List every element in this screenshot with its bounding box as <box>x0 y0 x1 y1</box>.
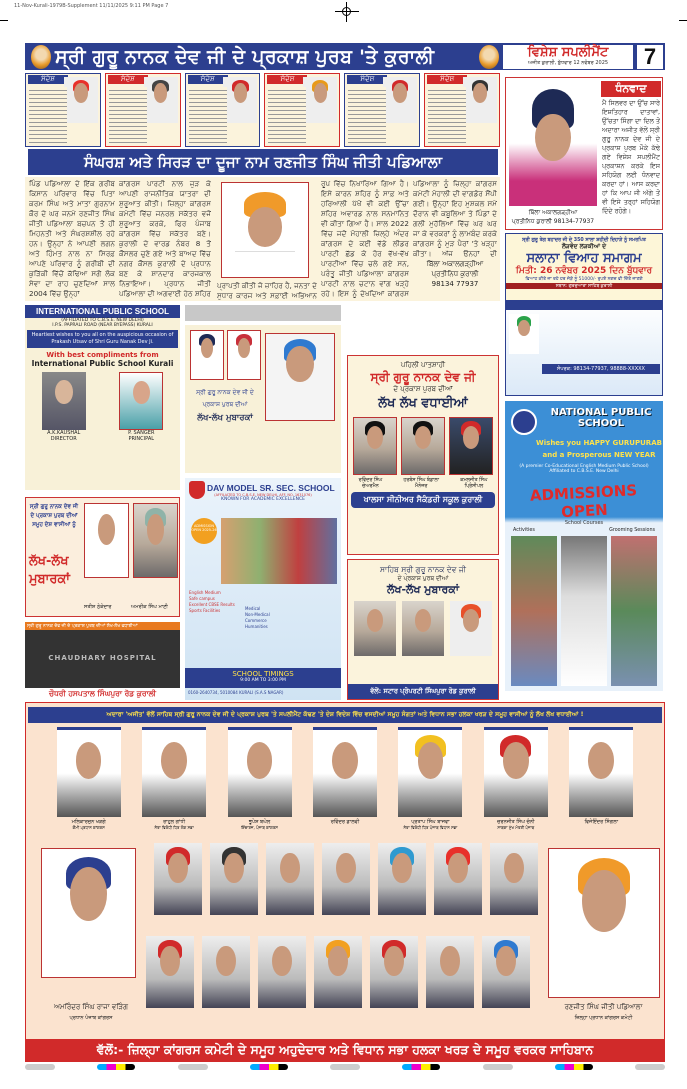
felicitation-name: ਅਮਰੀਕ ਸਿੰਘ ਮਾਣੀ <box>131 604 168 610</box>
right-leader-name: ਰਣਜੀਤ ਸਿੰਘ ਜੀਤੀ ਪਡਿਆਲਾ <box>564 1003 643 1011</box>
khalsa-person-name: ਕਮਲਜੀਤ ਸਿੰਘ <box>460 478 488 483</box>
leader-photo <box>57 727 121 817</box>
ips-person-name: P. SANGER <box>128 430 155 436</box>
star-line-1: ਸਾਹਿਬ ਸ੍ਰੀ ਗੁਰੂ ਨਾਨਕ ਦੇਵ ਜੀ <box>380 565 466 574</box>
dav-streams <box>245 606 270 630</box>
worker-photo <box>426 936 474 1008</box>
felicitation-photo <box>84 503 129 578</box>
supplement-box <box>503 45 633 69</box>
thanks-box <box>505 77 663 230</box>
hospital-ad <box>25 622 180 700</box>
khalsa-person-role: ਮੈਨੇਜਰ <box>415 484 428 489</box>
khalsa-line-2: ਸ੍ਰੀ ਗੁਰੂ ਨਾਨਕ ਦੇਵ ਜੀ <box>370 370 476 384</box>
admissions-open: ADMISSIONS OPEN <box>529 481 638 522</box>
message-photo <box>223 77 257 123</box>
message-label: ਸੰਦੇਸ਼ <box>108 75 148 84</box>
cmyk-swatch <box>555 1064 593 1070</box>
marriage-contact: ਸੰਪਰਕ: 98134-77937, 98888-XXXXX <box>542 364 660 374</box>
message-photo <box>303 77 337 123</box>
message-box <box>25 73 101 147</box>
article-col-3: ਪ੍ਰਾਪਤੀ ਕੀਤੀ ਜੋ ਜ਼ਾਹਿਰ ਹੈ, ਜਨਤਾ ਦੇ ਸੁਧਾਰ ਕਾਰਜ ਅਤੇ ਸਫ਼ਾਈ ਅਭਿਆਨ <box>217 281 317 300</box>
worker-photo <box>378 843 426 915</box>
khalsa-ad <box>347 355 499 555</box>
khalsa-footer: ਖਾਲਸਾ ਸੀਨੀਅਰ ਸੈਕੰਡਰੀ ਸਕੂਲ ਕੁਰਾਲੀ <box>351 492 495 508</box>
grey-swatch <box>178 1064 208 1070</box>
marriage-date: ਮਿਤੀ: 26 ਨਵੰਬਰ 2025 ਦਿਨ ਬੁੱਧਵਾਰ <box>515 266 653 276</box>
cmyk-swatch <box>97 1064 135 1070</box>
article-headline: ਸੰਘਰਸ਼ ਅਤੇ ਸਿਰੜ ਦਾ ਦੂਜਾ ਨਾਮ ਰਣਜੀਤ ਸਿੰਘ ਜੀਤੀ ਪਡਿਆਲਾ <box>28 149 498 175</box>
dav-feature: English Medium <box>189 590 221 595</box>
cmyk-swatch <box>250 1064 288 1070</box>
message-box <box>344 73 420 147</box>
left-leader <box>31 1003 151 1021</box>
grey-swatch <box>330 1064 360 1070</box>
leader-name: ਚਰਨਜੀਤ ਸਿੰਘ ਚੰਨੀ <box>497 819 535 825</box>
felicitation-line: ਸ੍ਰੀ ਗੁਰੂ ਨਾਨਕ ਦੇਵ ਜੀ ਦੇ ਪ੍ਰਕਾਸ਼ ਪੁਰਬ ਦੀਆਂ ਸਮੂਹ ਦੇਸ਼ ਵਾਸੀਆਂ ਨੂੰ <box>29 504 79 528</box>
worker-photo <box>322 843 370 915</box>
leader-role: ਕੌਮੀ ਪ੍ਰਧਾਨ ਕਾਂਗਰਸ <box>72 825 105 830</box>
leader-card <box>484 727 548 830</box>
worker-photo <box>202 936 250 1008</box>
dav-tagline: KNOWN FOR ACADEMIC EXCELLENCE <box>221 497 305 502</box>
dav-feature: Excellent CBSE Results <box>189 602 235 607</box>
star-photo <box>354 601 396 656</box>
star-photo <box>402 601 444 656</box>
star-property-ad <box>347 559 499 700</box>
leader-photo <box>398 727 462 817</box>
khalsa-person-role: ਚੇਅਰਮੈਨ <box>362 484 379 489</box>
center-greeting <box>185 325 341 473</box>
worker-photo <box>490 843 538 915</box>
national-affiliation: (A premier Co-Educational English Medium Public School) Affiliated to C.B.S.E. New Delhi <box>519 464 649 474</box>
leader-name: ਰਾਹੁਲ ਗਾਂਧੀ <box>163 819 186 825</box>
article-col-5-wrap <box>413 179 497 299</box>
felicitation-big: ਲੱਖ-ਲੱਖ ਮੁਬਾਰਕਾਂ <box>29 554 70 587</box>
ips-address: I.P.S. PAPRALI ROAD (NEAR BYEPASS) KURALI <box>52 323 153 328</box>
worker-photo <box>146 936 194 1008</box>
message-label: ਸੰਦੇਸ਼ <box>28 75 68 84</box>
dav-feature: Sports Facilities <box>189 608 221 613</box>
star-big: ਲੱਖ-ਲੱਖ ਮੁਬਾਰਕਾਂ <box>387 583 459 596</box>
leader-card <box>313 727 377 830</box>
ips-person-name: A.K.KAUSHAL <box>47 430 81 436</box>
ips-wishes: Heartiest wishes to you all on the auspicious occasion of Prakash Utsav of Shri Guru Nanak Dev Ji. <box>27 330 178 348</box>
leader-card <box>57 727 121 830</box>
registration-mark <box>335 2 359 22</box>
supplement-date: ਅਜੀਤ ਕੁਰਾਲੀ, ਬੁੱਧਵਾਰ 12 ਨਵੰਬਰ 2025 <box>527 59 609 66</box>
greeting-big: ਲੱਖ-ਲੱਖ ਮੁਬਾਰਕਾਂ <box>197 413 253 423</box>
leader-photo <box>569 727 633 817</box>
message-label: ਸੰਦੇਸ਼ <box>347 75 387 84</box>
hospital-footer: ਚੌਧਰੀ ਹਸਪਤਾਲ ਸਿੰਘਪੁਰਾ ਰੋਡ ਕੁਰਾਲੀ <box>25 688 180 700</box>
leader-name: ਪ੍ਰਤਾਪ ਸਿੰਘ ਬਾਜਵਾ <box>411 819 450 825</box>
khalsa-photo <box>449 417 493 475</box>
article-col-2: ਕਾਂਗਰਸ ਪਾਰਟੀ ਨਾਲ ਜੁੜ ਕੇ ਆਪਣੀ ਰਾਜਨੀਤਿਕ ਯਾਤਰਾ ਦੀ ਸ਼ੁਰੂਆਤ ਕੀਤੀ। ਜ਼ਿਲ੍ਹਾ ਕਾਂਗਰਸ ਕਮੇਟੀ ਵਿੱਚ ਜਨਰਲ ਸਕੱਤਰ ਵਜੋਂ ਸ਼ੁਰੂਆਤ ਕਰਕੇ, ਫਿਰ ਪੰਜਾਬ ਕਾਂਗਰਸ ਵਿੱਚ ਸਕੱਤਰ ਬਣੇ। ਕੁਰਾਲੀ ਦੇ ਵਾਰਡ ਨੰਬਰ 8 ਤੋਂ ਕੌਂਸਲਰ ਚੁਣੇ ਗਏ ਅਤੇ ਬਾਅਦ ਵਿੱਚ ਨਗਰ ਕੌਂਸਲ ਕੁਰਾਲੀ ਦੇ ਪ੍ਰਧਾਨ ਬਣ ਕੇ ਸ਼ਾਨਦਾਰ ਕਾਰਜਕਾਲ ਨਿਭਾਇਆ। ਪ੍ਰਧਾਨ ਜੀਤੀ ਪਡਿਆਲਾ ਦੀ ਅਗਵਾਈ ਹੇਠ ਸ਼ਹਿਰ <box>119 179 211 298</box>
right-leader <box>541 1003 666 1021</box>
worker-photo <box>482 936 530 1008</box>
leader-name: ਰਵਿੰਦਰ ਡਾਲਵੀ <box>330 819 360 825</box>
ips-ad <box>25 305 180 490</box>
ips-person <box>119 372 163 442</box>
leader-name: ਭੂਪੇਸ਼ ਬਘੇਲ <box>248 819 271 825</box>
national-wish-1: Wishes you HAPPY GURUPURAB <box>536 439 662 447</box>
left-leader-photo <box>41 848 136 978</box>
leader-photo <box>228 727 292 817</box>
page-number: 7 <box>637 45 663 69</box>
dav-stream: Humanities <box>245 624 268 629</box>
ips-person <box>42 372 86 442</box>
dav-session-badge: ADMISSION OPEN 2025-26 <box>191 518 217 544</box>
hospital-sign: CHAUDHARY HOSPITAL <box>48 654 157 662</box>
leader-role: ਸਾਬਕਾ ਮੁੱਖ ਮੰਤਰੀ ਪੰਜਾਬ <box>497 825 535 830</box>
contact-photo <box>509 314 539 354</box>
dav-feature: Safe campus <box>189 596 215 601</box>
article-photo <box>221 182 309 278</box>
separator-bar <box>185 305 341 321</box>
ips-from: International Public School Kurali <box>31 359 174 368</box>
national-school-name: NATIONAL PUBLIC SCHOOL <box>550 407 652 429</box>
activities-label: Activities <box>513 528 535 533</box>
star-line-2: ਦੇ ਪ੍ਰਕਾਸ਼ ਪੁਰਬ ਦੀਆਂ <box>397 575 449 582</box>
greeting-line-2: ਪ੍ਰਕਾਸ਼ ਪੁਰਬ ਦੀਆਂ <box>202 401 248 408</box>
leaders-row <box>26 727 664 830</box>
message-row <box>25 73 500 147</box>
ips-person-photo <box>42 372 86 430</box>
message-text <box>29 87 67 143</box>
message-text <box>109 87 147 143</box>
ips-affiliation: (AFFILIATED TO C.B.S.E. NEW DELHI) <box>61 318 144 323</box>
right-leader-role: ਜ਼ਿਲ੍ਹਾ ਪ੍ਰਧਾਨ ਕਾਂਗਰਸ ਕਮੇਟੀ <box>574 1015 633 1021</box>
message-photo <box>144 77 178 123</box>
worker-photo <box>266 843 314 915</box>
workers-grid <box>146 843 541 1023</box>
article-col-5: ਪਡਿਆਲਾ ਨੂੰ ਜ਼ਿਲ੍ਹਾ ਕਾਂਗਰਸ ਕਮੇਟੀ ਮੋਹਾਲੀ ਦੀ ਵਾਗਡੋਰ ਸੌਂਪੀ ਗਈ। ਉਨ੍ਹਾਂ ਇਹ ਮੁਸ਼ਕਲ ਸਮੇਂ ਦੌਰਾਨ ਵੀ ਕਬੂਲਿਆ ਤੇ ਪਿੰਡਾਂ ਦੇ ਗਲੀ ਮੁਹੱਲਿਆਂ ਵਿੱਚ ਘਰ ਘਰ ਜਾ ਕੇ ਵਰਕਰਾਂ ਨੂੰ ਲਾਮਬੰਦ ਕਰਕੇ ਕਾਂਗਰਸ ਨੂੰ ਮੁੜ ਪੈਰਾਂ 'ਤੇ ਖੜ੍ਹਾ ਕੀਤਾ। ਅੱਜ ਉਨ੍ਹਾਂ ਦੀ <box>413 179 497 257</box>
leader-photo <box>313 727 377 817</box>
dav-stream: Non-Medical <box>245 612 270 617</box>
greeting-photo <box>190 330 224 380</box>
felicitation-photo <box>133 503 178 578</box>
message-text <box>348 87 386 143</box>
marriage-ad <box>505 233 663 301</box>
khalsa-big: ਲੱਖ ਲੱਖ ਵਧਾਈਆਂ <box>378 396 468 411</box>
guru-portrait-icon <box>479 45 499 69</box>
felicitation-name: ਸਤੀਸ਼ ਠੇਕੇਦਾਰ <box>84 604 112 610</box>
star-footer: ਵੱਲੋਂ: ਸਟਾਰ ਪ੍ਰੋਪਰਟੀ ਸਿੰਘਪੁਰਾ ਰੋਡ ਕੁਰਾਲੀ <box>348 684 498 699</box>
supplement-title: ਵਿਸ਼ੇਸ਼ ਸਪਲੀਮੈਂਟ <box>527 44 609 60</box>
article-col-4: ਰੂਪ ਵਿੱਚ ਨਿਖਾਰਿਆ ਗਿਆ ਹੈ। ਇਸੇ ਕਾਰਨ ਸ਼ਹਿਰ ਨੂੰ ਸਾਫ਼ ਅਤੇ ਹਰਿਆਲੀ ਪੱਖੋਂ ਵੀ ਕਈ ਉੱਚਾ ਸ਼ਹਿਰ ਅਵਾਰਡ ਨਾਲ ਸਨਮਾਨਿਤ ਵੀ ਕੀਤਾ ਗਿਆ ਹੈ। ਸਾਲ 2022 ਵਿੱਚ ਜਦੋਂ ਮੋਹਾਲੀ ਜ਼ਿਲ੍ਹੇ ਅੰਦਰ ਕਾਂਗਰਸ ਦੇ ਕਈ ਵੱਡੇ ਲੀਡਰ ਪਾਰਟੀ ਛੱਡ ਕੇ ਹੋਰ ਵੱਖ-ਵੱਖ ਪਾਰਟੀਆਂ ਵਿੱਚ ਚਲੇ ਗਏ ਸਨ, ਪਰੰਤੂ ਜੀਤੀ ਪਡਿਆਲਾ ਕਾਂਗਰਸ ਪਾਰਟੀ ਨਾਲ ਚਟਾਨ ਵਾਂਗ ਖੜ੍ਹੇ ਰਹੇ। ਇਸ ਨੂੰ ਦੇਖਦਿਆਂ ਕਾਂਗਰਸ <box>321 179 409 298</box>
worker-photo <box>210 843 258 915</box>
leader-role: ਨੇਤਾ ਵਿਰੋਧੀ ਧਿਰ ਲੋਕ ਸਭਾ <box>154 825 194 830</box>
grey-swatch <box>635 1064 665 1070</box>
dav-logo-icon <box>189 481 205 499</box>
leader-card <box>398 727 462 830</box>
khalsa-person-name: ਰਵਿੰਦਰ ਸਿੰਘ <box>358 478 383 483</box>
national-school-ad <box>505 401 663 691</box>
khalsa-person-role: ਪ੍ਰਿੰਸੀਪਲ <box>464 484 484 489</box>
left-leader-role: ਪ੍ਰਧਾਨ ਪੰਜਾਬ ਕਾਂਗਰਸ <box>69 1015 113 1021</box>
congress-footer: ਵੱਲੋਂ:- ਜ਼ਿਲ੍ਹਾ ਕਾਂਗਰਸ ਕਮੇਟੀ ਦੇ ਸਮੂਹ ਅਹੁਦੇਦਾਰ ਅਤੇ ਵਿਧਾਨ ਸਭਾ ਹਲਕਾ ਖਰੜ ਦੇ ਸਮੂਹ ਵਰਕਰ ਸਾਹਿਬਾਨ <box>26 1039 664 1061</box>
marriage-title: ਸਲਾਨਾ ਵਿਆਹ ਸਮਾਗਮ <box>526 251 642 266</box>
felicitation-ad <box>25 497 180 617</box>
greeting-photo <box>227 330 261 380</box>
header-title: ਸ੍ਰੀ ਗੁਰੂ ਨਾਨਕ ਦੇਵ ਜੀ ਦੇ ਪ੍ਰਕਾਸ਼ ਪੁਰਬ 'ਤੇ ਕੁਰਾਲੀ <box>55 45 435 68</box>
dav-stream: Commerce <box>245 618 267 623</box>
dav-timings-title: SCHOOL TIMINGS <box>232 670 294 678</box>
byline-name: ਬਿੱਲਾ ਅਕਾਲਗੜ੍ਹੀਆ <box>426 260 484 268</box>
school-courses: School Courses <box>564 520 604 526</box>
thanks-caption <box>509 208 597 226</box>
leader-card <box>228 727 292 830</box>
marriage-venue: ਸਥਾਨ: ਗੁਰਦੁਆਰਾ ਸਾਹਿਬ ਕੁਰਾਲੀ <box>506 283 662 289</box>
leader-photo <box>484 727 548 817</box>
right-leader-photo <box>548 848 660 998</box>
khalsa-photo <box>353 417 397 475</box>
thanks-caption-name: ਬਿੱਲਾ ਅਕਾਲਗੜ੍ਹੀਆ <box>528 209 578 216</box>
ips-person-role: DIRECTOR <box>50 436 77 442</box>
guru-portrait-icon <box>31 45 51 69</box>
ips-compliments: With best compliments from <box>46 351 159 359</box>
message-text <box>268 87 306 143</box>
color-bar <box>25 1064 665 1070</box>
crop-mark <box>679 20 687 21</box>
dav-ad <box>185 478 341 700</box>
greeting-photo <box>265 333 335 421</box>
khalsa-line-3: ਦੇ ਪ੍ਰਕਾਸ਼ ਪੁਰਬ ਦੀਆਂ <box>393 385 453 393</box>
worker-photo <box>154 843 202 915</box>
congress-ad <box>25 702 665 1062</box>
article <box>25 177 500 301</box>
worker-photo <box>370 936 418 1008</box>
leader-name: ਮਲਿਕਾਰਜੁਨ ਖੜਗੇ <box>71 819 106 825</box>
activity-photo <box>611 536 657 686</box>
print-slug: 11-Nov-Kurali-1979B-Supplement 11/11/2025 9:11 PM Page 7 <box>14 3 169 9</box>
message-photo <box>383 77 417 123</box>
khalsa-person-name: ਹਰਬੰਸ ਸਿੰਘ ਬੰਡਾਲਾ <box>403 478 439 483</box>
dav-timings <box>185 668 341 688</box>
message-text <box>428 87 466 143</box>
message-label: ਸੰਦੇਸ਼ <box>188 75 228 84</box>
dav-footer: 0160-2640734, 5010084 KURALI (S.A.S NAGAR) <box>188 690 284 695</box>
thanks-body: ਮੈਂ ਸਿਲਵਰ ਦਾ ਉੱਚ ਸਾਰੇ ਇਸ਼ਤਿਹਾਰ ਦਾਤਾਵਾਂ, ਉੱਚਤਾ ਸਿੰਗਾ ਦਾ ਦਿਲ ਤੋਂ ਅਦਾਰਾ ਅਜੀਤ ਵੱਲੋਂ ਸ੍ਰੀ ਗੁਰੂ ਨਾਨਕ ਦੇਵ ਜੀ ਦੇ ਪ੍ਰਕਾਸ਼ ਪੁਰਬ ਮੌਕੇ ਕੱਢੇ ਗਏ ਵਿਸ਼ੇਸ਼ ਸਪਲੀਮੈਂਟ ਪ੍ਰਕਾਸ਼ਨ ਕਰਕੇ ਇਸ ਸਹਿਯੋਗ ਲਈ ਧੰਨਵਾਦ ਕਰਦਾ ਹਾਂ। ਆਸ ਕਰਦਾ ਹਾਂ ਕਿ ਆਪ ਜੀ ਅੱਗੇ ਤੋਂ ਵੀ ਇਸੇ ਤਰ੍ਹਾਂ ਸਹਿਯੋਗ ਦਿੰਦੇ ਰਹੋਗੇ। <box>602 99 660 215</box>
marriage-note: ਵਿਆਹ ਕੀਤੇ ਜਾ ਰਹੇ ਹਰ ਜੋੜੇ ਨੂੰ 51000/- ਰੁਪਏ ਨਗਦ ਵੀ ਦਿੱਤੇ ਜਾਣਗੇ <box>525 277 643 282</box>
article-col-1: ਪਿੰਡ ਪਡਿਆਲਾ ਦੇ ਇੱਕ ਗਰੀਬ ਕਿਸਾਨ ਪਰਿਵਾਰ ਵਿੱਚ ਪਿਤਾ ਕਰਮ ਸਿੰਘ ਅਤੇ ਮਾਤਾ ਗੁਰਨਾਮ ਕੌਰ ਦੇ ਘਰ ਜਨਮੇ ਰਣਜੀਤ ਸਿੰਘ ਜੀਤੀ ਪਡਿਆਲਾ ਬਚਪਨ ਤੋਂ ਹੀ ਮਿਹਨਤੀ ਅਤੇ ਸੰਘਰਸ਼ਸ਼ੀਲ ਰਹੇ ਹਨ। ਉਨ੍ਹਾਂ ਨੇ ਆਪਣੀ ਲਗਨ ਅਤੇ ਹਿੰਮਤ ਨਾਲ ਨਾ ਸਿਰਫ਼ ਆਪਣੇ ਪਰਿਵਾਰ ਨੂੰ ਗਰੀਬੀ ਦੀ ਕੁੜਿੱਕੀ ਵਿੱਚੋਂ ਕੱਢਿਆ ਸਗੋਂ ਲੋਕ ਸੇਵਾ ਦਾ ਰਾਹ ਚੁਣਦਿਆਂ ਸਾਲ 2004 ਵਿੱਚ ਉਨ੍ਹਾਂ <box>29 179 115 298</box>
ips-person-role: PRINCIPAL <box>128 436 155 442</box>
school-logo-icon <box>511 409 537 435</box>
thanks-photo <box>509 81 597 206</box>
message-text <box>189 87 227 143</box>
leader-role: ਨੇਤਾ ਵਿਰੋਧੀ ਧਿਰ ਪੰਜਾਬ ਵਿਧਾਨ ਸਭਾ <box>403 825 458 830</box>
message-photo <box>64 77 98 123</box>
worker-photo <box>314 936 362 1008</box>
ips-person-photo <box>119 372 163 430</box>
sessions-label: Grooming Sessions <box>609 528 655 533</box>
thanks-caption-line: ਪ੍ਰਤੀਨਿਧ ਕੁਰਾਲੀ 98134-77937 <box>511 218 595 225</box>
dav-timings-value: 9:00 AM TO 3:00 PM <box>240 678 286 683</box>
leader-role: ਇੰਚਾਰਜ, ਪੰਜਾਬ ਕਾਂਗਰਸ <box>241 825 278 830</box>
dav-stream: Medical <box>245 606 261 611</box>
worker-photo <box>258 936 306 1008</box>
worker-photo <box>434 843 482 915</box>
marriage-top: ਸ੍ਰੀ ਗੁਰੂ ਤੇਗ ਬਹਾਦਰ ਜੀ ਦੇ 350 ਸਾਲਾ ਸ਼ਹੀਦੀ ਦਿਹਾੜੇ ਨੂੰ ਸਮਰਪਿਤ <box>522 238 646 243</box>
dav-affiliation: (AFFILIATED TO C.B.S.E. NEW DELHI, AFF. NO. 1631076) <box>214 493 312 497</box>
leader-card <box>569 727 633 830</box>
greeting-line-1: ਸ੍ਰੀ ਗੁਰੂ ਨਾਨਕ ਦੇਵ ਜੀ ਦੇ <box>196 389 254 396</box>
message-box <box>185 73 261 147</box>
byline-place: ਪ੍ਰਤੀਨਿਧ ਕੁਰਾਲੀ <box>431 270 479 278</box>
national-wish-2: and a Prosperous NEW YEAR <box>542 451 656 459</box>
message-label: ਸੰਦੇਸ਼ <box>427 75 467 84</box>
left-leader-name: ਅਮਰਿੰਦਰ ਸਿੰਘ ਰਾਜਾ ਵੜਿੰਗ <box>54 1003 128 1011</box>
message-box <box>105 73 181 147</box>
leader-card <box>142 727 206 830</box>
ips-name: INTERNATIONAL PUBLIC SCHOOL <box>25 305 180 318</box>
thanks-title: ਧੰਨਵਾਦ <box>601 81 661 97</box>
byline-phone: 98134 77937 <box>431 280 479 288</box>
activity-photo <box>511 536 557 686</box>
khalsa-photo <box>401 417 445 475</box>
congress-banner: ਅਦਾਰਾ 'ਅਜੀਤ' ਵੱਲੋਂ ਸਾਹਿਬ ਸ੍ਰੀ ਗੁਰੂ ਨਾਨਕ ਦੇਵ ਜੀ ਦੇ ਪ੍ਰਕਾਸ਼ ਪੁਰਬ 'ਤੇ ਸਪਲੀਮੈਂਟ ਕੱਢਣ 'ਤੇ ਦੇਸ਼ ਵਿਦੇਸ਼ ਵਿੱਚ ਵਸਦੀਆਂ ਸਮੂਹ ਸੰਗਤਾਂ ਅਤੇ ਵਿਧਾਨ ਸਭਾ ਹਲਕਾ ਖਰੜ ਦੇ ਸਮੂਹ ਵਾਸੀਆਂ ਨੂੰ ਲੱਖ ਲੱਖ ਵਧਾਈਆਂ ! <box>28 707 662 723</box>
message-label: ਸੰਦੇਸ਼ <box>267 75 307 84</box>
marriage-sub: ਲੋੜਵੰਦ ਲੜਕੀਆਂ ਦੇ <box>561 243 607 250</box>
star-photo <box>450 601 492 656</box>
dav-features <box>189 590 235 614</box>
crop-mark <box>0 20 8 21</box>
marriage-ad-contact <box>505 301 663 396</box>
hospital-strip: ਸ੍ਰੀ ਗੁਰੂ ਨਾਨਕ ਦੇਵ ਜੀ ਦੇ ਪ੍ਰਕਾਸ਼ ਪੁਰਬ ਦੀਆਂ ਲੱਖ-ਲੱਖ ਵਧਾਈਆਂ <box>25 622 180 630</box>
leader-name: ਵਿਜੇਇੰਦਰ ਸਿੰਗਲਾ <box>584 819 619 825</box>
dav-name: DAV MODEL SR. SEC. SCHOOL <box>207 483 335 493</box>
cmyk-swatch <box>402 1064 440 1070</box>
grey-swatch <box>25 1064 55 1070</box>
message-photo <box>463 77 497 123</box>
page-header <box>25 43 665 70</box>
message-box <box>424 73 500 147</box>
dav-collage <box>221 518 337 584</box>
grey-swatch <box>483 1064 513 1070</box>
leader-photo <box>142 727 206 817</box>
message-box <box>264 73 340 147</box>
activity-photo <box>561 536 607 686</box>
khalsa-line-1: ਪਹਿਲੀ ਪਾਤਸ਼ਾਹੀ <box>400 361 446 369</box>
